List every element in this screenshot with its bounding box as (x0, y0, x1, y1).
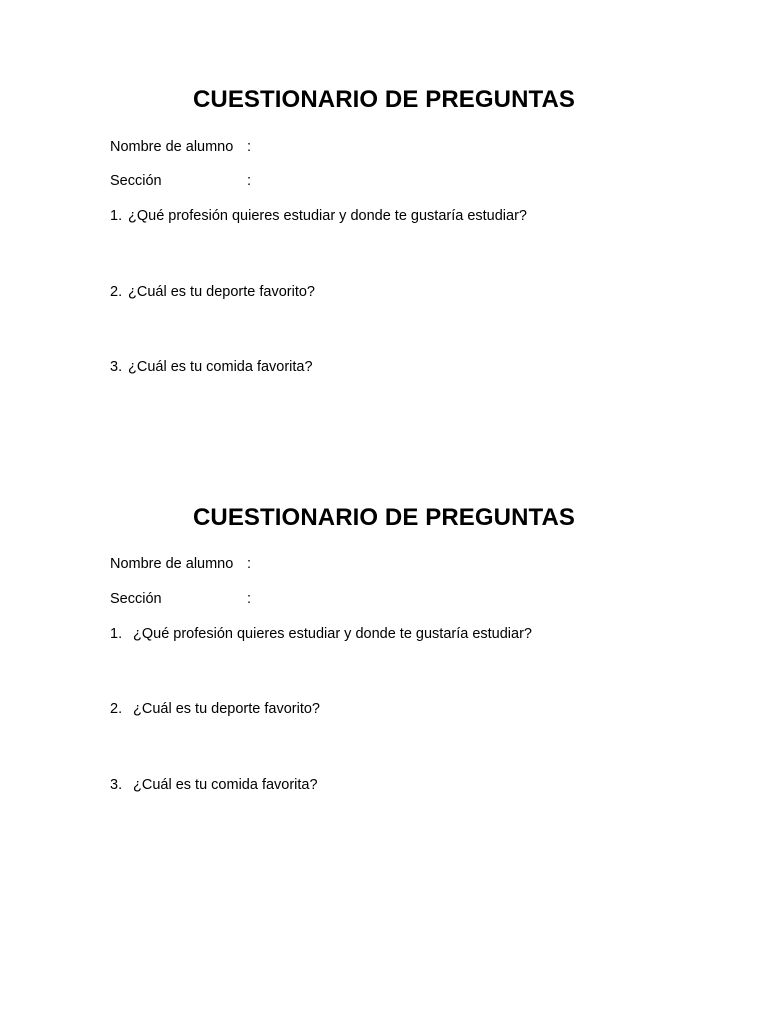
student-name-field (110, 555, 251, 573)
question-text: ¿Cuál es tu deporte favorito? (128, 284, 315, 300)
student-name-field (110, 138, 251, 156)
question-2 (110, 700, 320, 718)
field-label: Sección (110, 173, 162, 189)
question-number: 2. (110, 701, 123, 717)
question-1 (110, 625, 532, 643)
field-colon: : (247, 139, 252, 155)
question-number: 1. (110, 208, 123, 224)
question-text: ¿Cuál es tu deporte favorito? (133, 701, 320, 717)
question-number: 3. (110, 777, 123, 793)
question-3 (110, 358, 313, 376)
question-text: ¿Qué profesión quieres estudiar y donde te gustaría estudiar? (128, 208, 527, 224)
question-text: ¿Cuál es tu comida favorita? (133, 777, 318, 793)
field-colon: : (247, 173, 252, 189)
sheet-title: CUESTIONARIO DE PREGUNTAS (192, 504, 576, 531)
question-text: ¿Qué profesión quieres estudiar y donde te gustaría estudiar? (133, 626, 532, 642)
question-3 (110, 776, 318, 794)
question-text: ¿Cuál es tu comida favorita? (128, 359, 313, 375)
field-label: Sección (110, 591, 162, 607)
question-1 (110, 207, 527, 225)
question-2 (110, 283, 315, 301)
section-field (110, 590, 251, 608)
field-colon: : (247, 556, 252, 572)
question-number: 1. (110, 626, 123, 642)
section-field (110, 172, 251, 190)
field-label: Nombre de alumno (110, 556, 234, 572)
field-colon: : (247, 591, 252, 607)
field-label: Nombre de alumno (110, 139, 234, 155)
question-number: 2. (110, 284, 123, 300)
question-number: 3. (110, 359, 123, 375)
sheet-title: CUESTIONARIO DE PREGUNTAS (192, 86, 576, 113)
